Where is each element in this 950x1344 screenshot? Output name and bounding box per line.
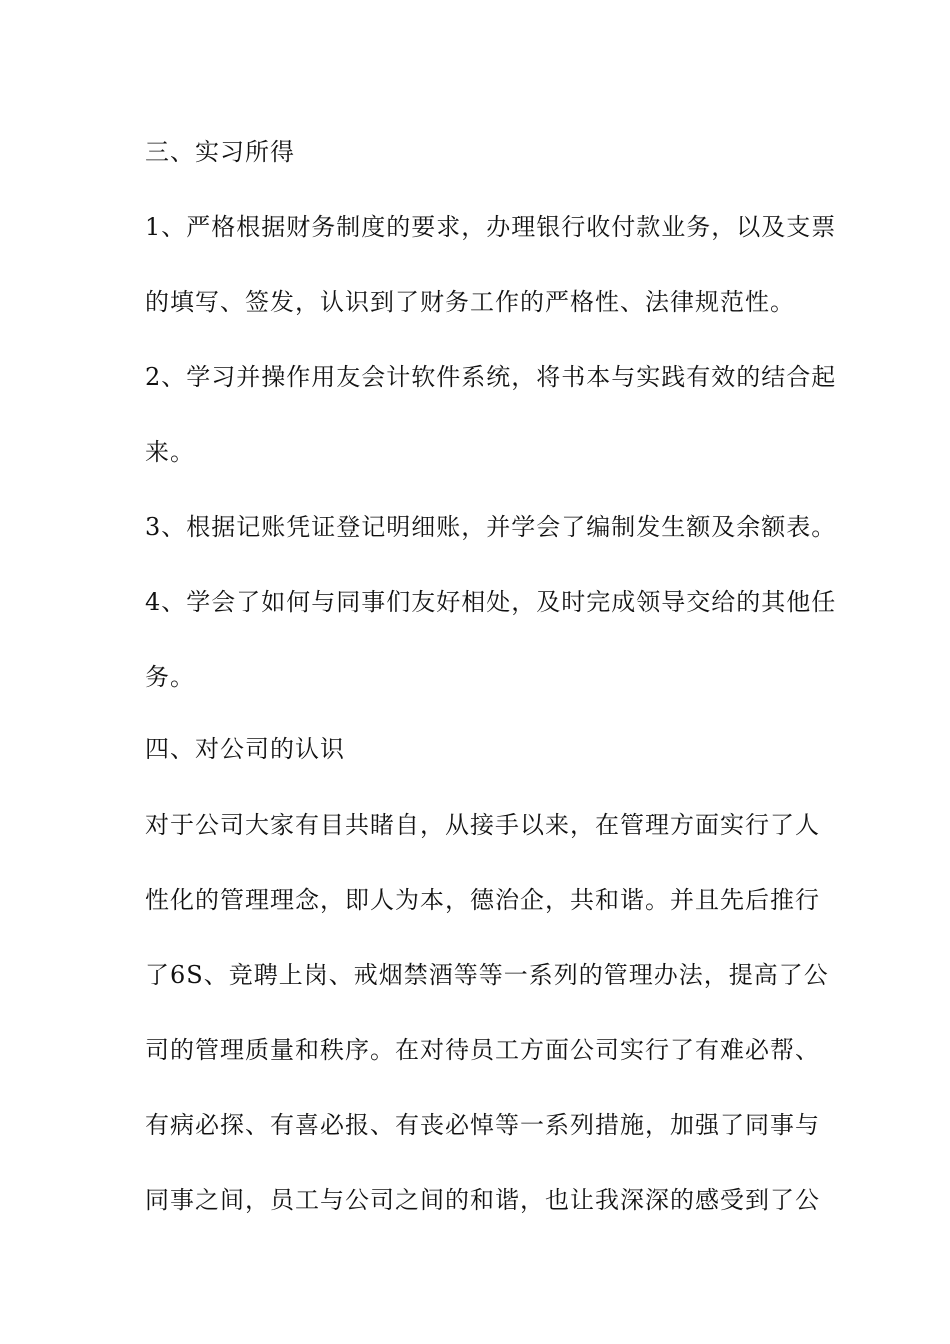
heading-internship-gains: 三、实习所得 xyxy=(145,138,295,166)
paragraph-line: 性化的管理理念，即人为本，德治企，共和谐。并且先后推行 xyxy=(145,886,820,914)
paragraph-line: 司的管理质量和秩序。在对待员工方面公司实行了有难必帮、 xyxy=(145,1036,820,1064)
paragraph-line: 了6S、竞聘上岗、戒烟禁酒等等一系列的管理办法，提高了公 xyxy=(145,961,829,989)
heading-company-understanding: 四、对公司的认识 xyxy=(145,735,345,763)
paragraph-line: 来。 xyxy=(145,438,195,466)
paragraph-line: 2、学习并操作用友会计软件系统，将书本与实践有效的结合起 xyxy=(145,363,837,391)
paragraph-line: 3、根据记账凭证登记明细账，并学会了编制发生额及余额表。 xyxy=(145,513,837,541)
paragraph-line: 务。 xyxy=(145,663,195,691)
paragraph-line: 1、严格根据财务制度的要求，办理银行收付款业务，以及支票 xyxy=(145,213,837,241)
paragraph-line: 的填写、签发，认识到了财务工作的严格性、法律规范性。 xyxy=(145,288,795,316)
paragraph-line: 4、学会了如何与同事们友好相处，及时完成领导交给的其他任 xyxy=(145,588,837,616)
paragraph-line: 对于公司大家有目共睹自，从接手以来，在管理方面实行了人 xyxy=(145,811,820,839)
paragraph-line: 同事之间，员工与公司之间的和谐，也让我深深的感受到了公 xyxy=(145,1186,820,1214)
paragraph-line: 有病必探、有喜必报、有丧必悼等一系列措施，加强了同事与 xyxy=(145,1111,820,1139)
